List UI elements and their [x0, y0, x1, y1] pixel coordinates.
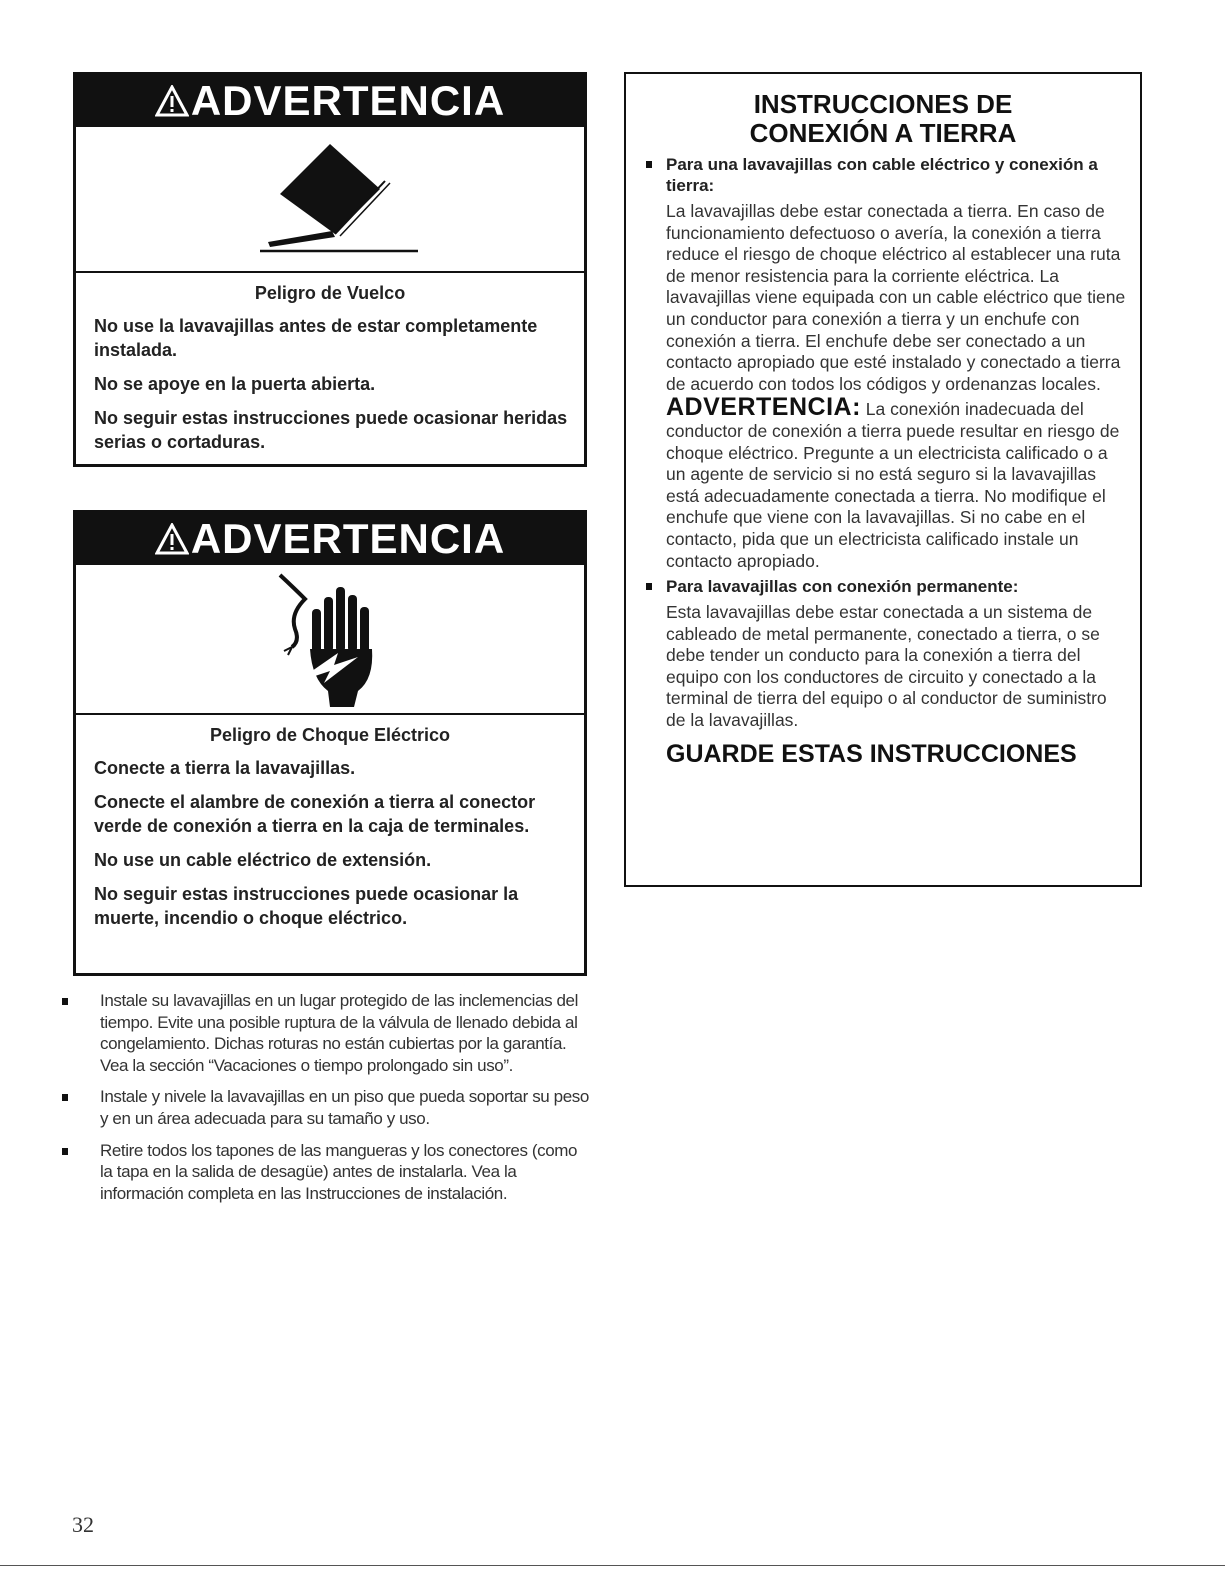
installation-notes-list [60, 990, 590, 1214]
bullet-heading [626, 576, 1140, 597]
bullet-square-icon [62, 1094, 68, 1101]
grounding-title-line: INSTRUCCIONES DE [753, 89, 1013, 119]
electric-shock-icon [250, 569, 410, 709]
grounding-title [626, 90, 1140, 148]
warning-text: La conexión inadecuada del conductor de conexión a tierra puede resultar en riesgo de choque eléctrico. Pregunte a un electricista calificado o a un agente de servicio si no está seguro si la lavavajillas está adecuadamente conectada a tierra. No modifique el enchufe que viene con la lavavajillas. Si no cabe en el contacto, pida que un electricista calificado instale un contacto apropiado. [666, 399, 1120, 571]
paragraph: La lavavajillas debe estar conectada a tierra. En caso de funcionamiento defectuoso o avería, la conexión a tierra reduce el riesgo de choque eléctrico al establecer una ruta de menor resistencia para la corriente eléctrica. La lavavajillas viene equipada con un cable eléctrico que tiene un conductor para conexión a tierra y un enchufe con conexión a tierra. El enchufe debe ser conectado a un contacto apropiado que esté instalado y conectado a tierra de acuerdo con todos los códigos y ordenanzas locales. [666, 201, 1126, 394]
warning-line: No use la lavavajillas antes de estar completamente instalada. [94, 316, 538, 360]
page-number: 32 [72, 1512, 94, 1537]
inline-warning-label: ADVERTENCIA: [666, 393, 861, 422]
tip-over-icon [240, 139, 420, 259]
warning-line: Conecte el alambre de conexión a tierra al conector verde de conexión a tierra en la caja de terminales. [94, 792, 536, 836]
warning-triangle-icon [155, 85, 189, 117]
electric-shock-warning-box [73, 510, 587, 976]
warning-line: No se apoye en la puerta abierta. [94, 374, 376, 394]
warning-line: No use un cable eléctrico de extensión. [94, 850, 432, 870]
bullet-square-icon [62, 1148, 68, 1155]
list-item-text: Instale y nivele la lavavajillas en un piso que pueda soportar su peso y en un área adecuada para su tamaño y uso. [100, 1087, 589, 1128]
bullet-square-icon [646, 161, 652, 168]
bullet-heading-text: Para lavavajillas con conexión permanente: [666, 577, 1019, 597]
warning-triangle-icon [155, 523, 189, 555]
bullet-heading-text: Para una lavavajillas con cable eléctrico y conexión a tierra: [666, 155, 1098, 195]
warning-line: No seguir estas instrucciones puede ocasionar la muerte, incendio o choque eléctrico. [94, 884, 519, 928]
grounding-title-line: CONEXIÓN A TIERRA [749, 118, 1017, 148]
bullet-square-icon [62, 998, 68, 1005]
warning-line: No seguir estas instrucciones puede ocasionar heridas serias o cortaduras. [94, 408, 568, 452]
warning-header [76, 513, 584, 565]
warning-paragraph [666, 393, 1126, 572]
warning-title: Peligro de Vuelco [254, 283, 406, 303]
warning-title: Peligro de Choque Eléctrico [209, 725, 451, 745]
warning-header-text: ADVERTENCIA [190, 515, 506, 562]
icon-area [76, 565, 584, 715]
icon-area [76, 127, 584, 273]
list-item-text: Instale su lavavajillas en un lugar protegido de las inclemencias del tiempo. Evite una posible ruptura de la válvula de llenado debida al congelamiento. Dichas roturas no están cubiertas por la garantía. Vea la sección “Vacaciones o tiempo prolongado sin uso”. [100, 991, 578, 1075]
grounding-instructions-box [624, 72, 1142, 887]
list-item [60, 990, 590, 1076]
save-instructions-heading: GUARDE ESTAS INSTRUCCIONES [666, 739, 1077, 768]
tip-over-warning-box [73, 72, 587, 467]
bottom-divider [0, 1565, 1225, 1566]
paragraph: Esta lavavajillas debe estar conectada a un sistema de cableado de metal permanente, conectado a tierra, o se debe tender un conducto para la conexión a tierra del equipo con los conductores de circuito y conectado a la terminal de tierra del equipo o al conductor de suministro de la lavavajillas. [666, 602, 1107, 731]
bullet-square-icon [646, 583, 652, 590]
bullet-heading [626, 154, 1140, 196]
list-item-text: Retire todos los tapones de las mangueras y los conectores (como la tapa en la salida de desagüe) antes de instalarla. Vea la información completa en las Instrucciones de instalación. [100, 1140, 578, 1203]
warning-header [76, 75, 584, 127]
list-item [60, 1086, 590, 1129]
warning-line: Conecte a tierra la lavavajillas. [94, 758, 356, 778]
list-item [60, 1140, 590, 1205]
warning-header-text: ADVERTENCIA [190, 77, 506, 124]
